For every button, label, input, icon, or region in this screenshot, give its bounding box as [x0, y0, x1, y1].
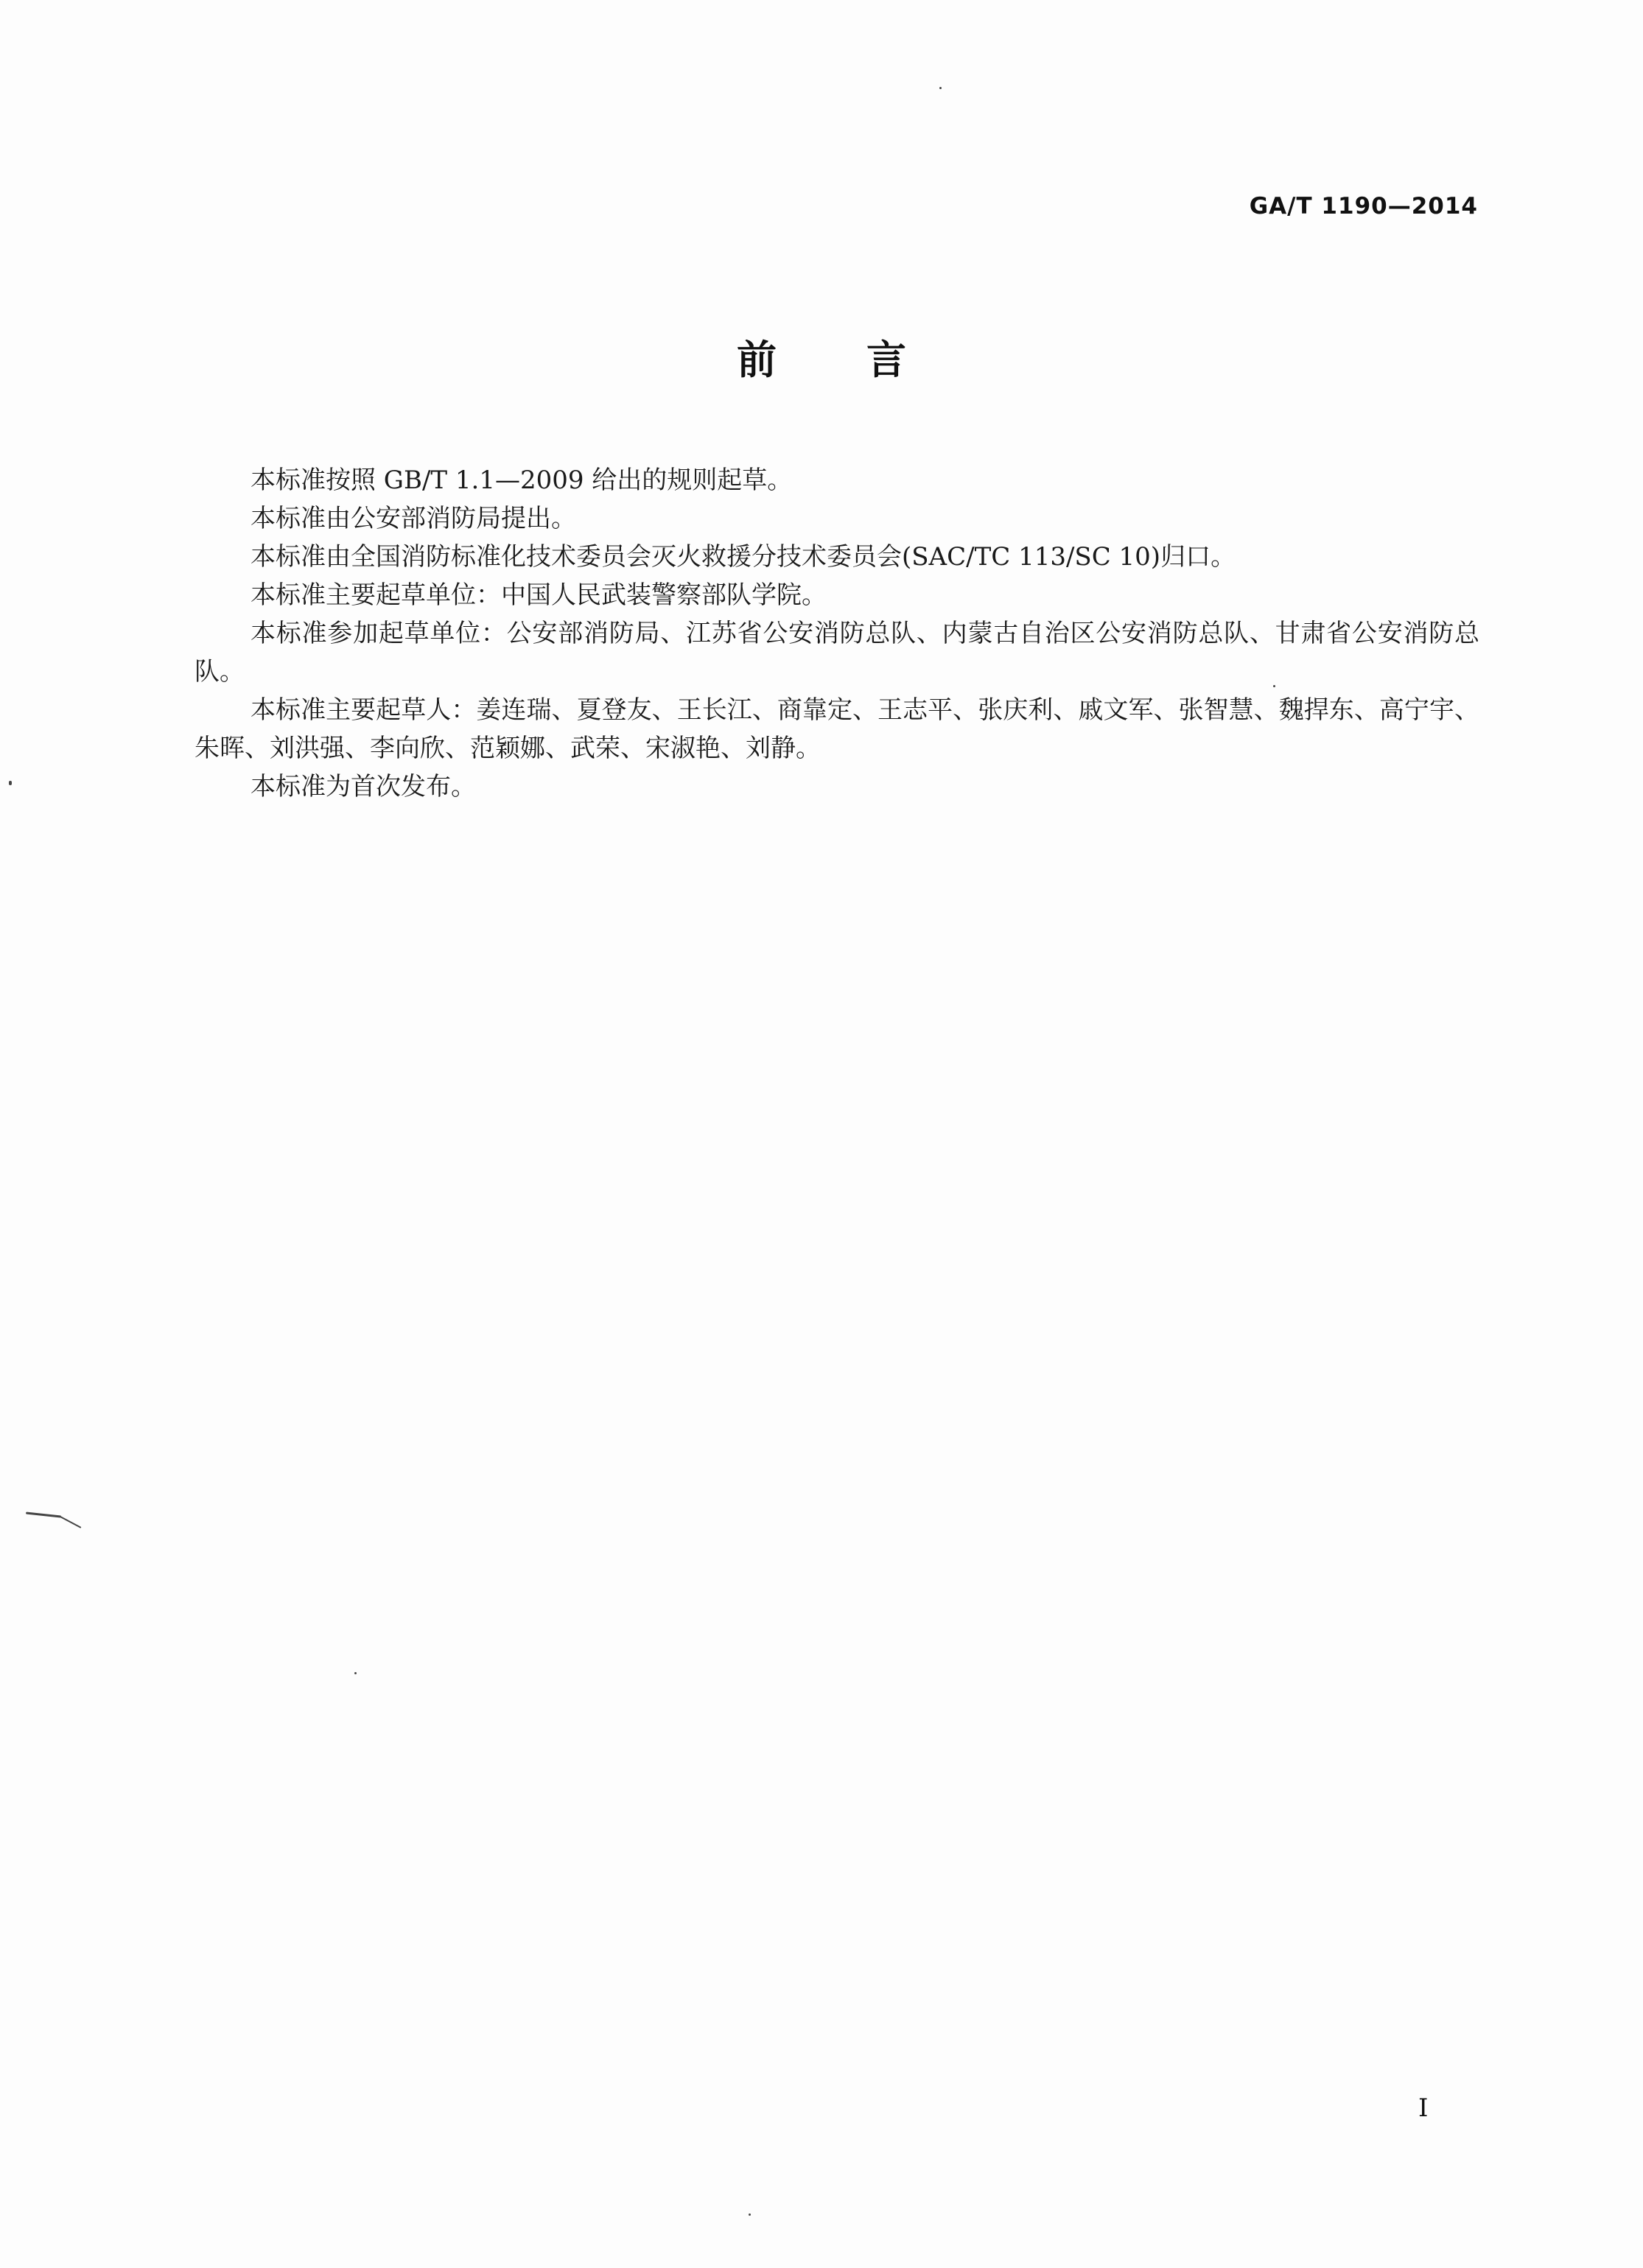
paragraph-centralized-by: 本标准由全国消防标准化技术委员会灭火救援分技术委员会(SAC/TC 113/SC 10)归口。	[251, 542, 1236, 572]
foreword-body	[195, 461, 1479, 806]
page-number: I	[1418, 2093, 1429, 2123]
paragraph-main-drafters: 本标准主要起草人：姜连瑞、夏登友、王长江、商靠定、王志平、张庆利、戚文军、张智慧、魏捍东、高宁宇、朱晖、刘洪强、李向欣、范颖娜、武荣、宋淑艳、刘静。	[195, 695, 1479, 763]
scan-speck	[749, 2213, 751, 2216]
scan-speck	[1273, 685, 1275, 687]
scan-streak	[26, 1512, 61, 1517]
paragraph-first-release: 本标准为首次发布。	[251, 772, 476, 801]
scan-speck	[9, 781, 12, 785]
page-title: 前言	[737, 337, 996, 383]
paragraph-proposer: 本标准由公安部消防局提出。	[251, 504, 576, 533]
standard-code: GA/T 1190—2014	[1249, 193, 1478, 220]
paragraph-main-drafting-unit: 本标准主要起草单位：中国人民武装警察部队学院。	[251, 580, 827, 610]
paragraph-participating-units: 本标准参加起草单位：公安部消防局、江苏省公安消防总队、内蒙古自治区公安消防总队、甘肃省公安消防总队。	[195, 619, 1479, 687]
scan-speck	[939, 87, 942, 89]
scan-streak	[59, 1515, 82, 1528]
paragraph-drafting-rules: 本标准按照 GB/T 1.1—2009 给出的规则起草。	[251, 466, 793, 495]
scan-speck	[354, 1672, 357, 1674]
